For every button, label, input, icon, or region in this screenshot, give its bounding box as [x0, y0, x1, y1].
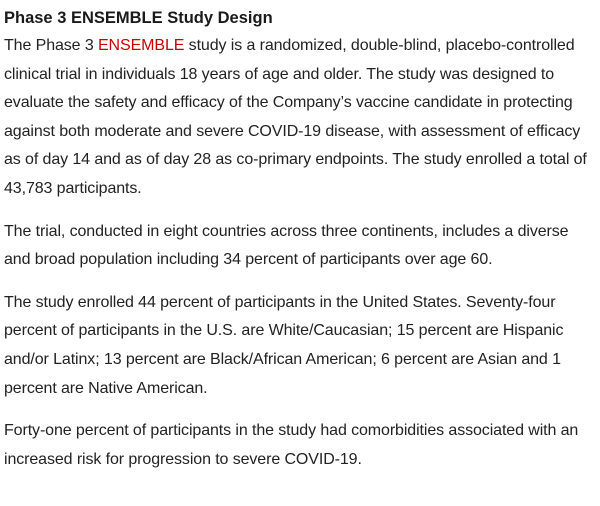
paragraph-study-design: [4, 32, 596, 204]
ensemble-link[interactable]: ENSEMBLE: [97, 37, 185, 54]
section-heading: Phase 3 ENSEMBLE Study Design: [4, 9, 273, 27]
paragraph-trial-population: The trial, conducted in eight countries across three continents, includes a diverse and broad population including 34 percent of participants over age 60.: [4, 222, 569, 269]
paragraph-text: The Phase 3: [4, 37, 98, 54]
paragraph-us-enrollment: The study enrolled 44 percent of participants in the United States. Seventy-four percent of participants in the U.S. are White/Caucasian; 15 percent are Hispanic and/or Latinx; 13 percent are Black/African American; 6 percent are Asian and 1 percent are Native American.: [4, 293, 564, 397]
paragraph-comorbidities: Forty-one percent of participants in the study had comorbidities associated with an increased risk for progression to severe COVID-19.: [4, 422, 579, 468]
paragraph-text: study is a randomized, double-blind, placebo-controlled clinical trial in individuals 18 years of age and older. The study was designed to evaluate the safety and efficacy of the Company’s vaccine candidate in protecting against both moderate and severe COVID-19 disease, with assessment of efficacy as of day 14 and as of day 28 as co-primary endpoints. The study enrolled a total of 43,783 participants.: [4, 37, 587, 197]
